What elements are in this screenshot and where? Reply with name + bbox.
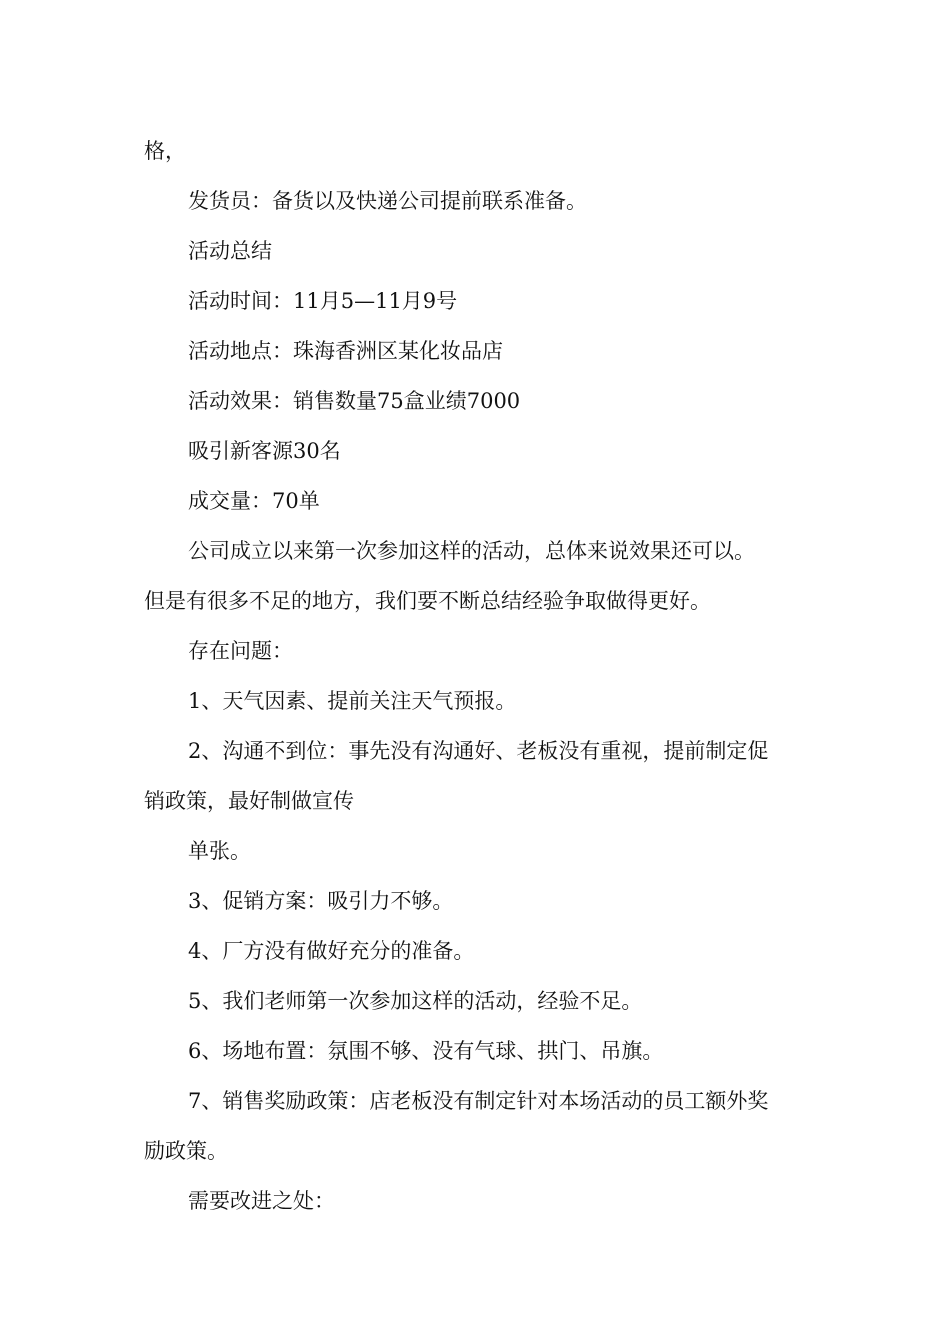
list-item: 6、场地布置：氛围不够、没有气球、拱门、吊旗。 <box>188 1039 664 1063</box>
section-heading: 活动总结 <box>188 239 272 263</box>
text-line: 销政策，最好制做宣传 <box>144 789 354 813</box>
text-line: 发货员：备货以及快递公司提前联系准备。 <box>188 189 587 213</box>
text-line: 单张。 <box>188 839 251 863</box>
text-line: 成交量：70单 <box>188 489 320 513</box>
text-line: 活动效果：销售数量75盒业绩7000 <box>188 389 521 413</box>
text-line: 需要改进之处： <box>188 1189 335 1213</box>
list-item: 3、促销方案：吸引力不够。 <box>188 889 454 913</box>
list-item: 5、我们老师第一次参加这样的活动，经验不足。 <box>188 989 643 1013</box>
text-line: 吸引新客源30名 <box>188 439 341 463</box>
text-line: 励政策。 <box>144 1139 228 1163</box>
list-item: 1、天气因素、提前关注天气预报。 <box>188 689 517 713</box>
text-line: 存在问题： <box>188 639 293 663</box>
list-item: 4、厂方没有做好充分的准备。 <box>188 939 475 963</box>
text-line: 公司成立以来第一次参加这样的活动，总体来说效果还可以。 <box>188 539 755 563</box>
text-line: 活动地点：珠海香洲区某化妆品店 <box>188 339 503 363</box>
text-line: 但是有很多不足的地方，我们要不断总结经验争取做得更好。 <box>144 589 711 613</box>
text-line: 格， <box>144 139 186 163</box>
text-line: 活动时间：11月5—11月9号 <box>188 289 458 313</box>
list-item: 2、沟通不到位：事先没有沟通好、老板没有重视，提前制定促 <box>188 739 769 763</box>
list-item: 7、销售奖励政策：店老板没有制定针对本场活动的员工额外奖 <box>188 1089 769 1113</box>
